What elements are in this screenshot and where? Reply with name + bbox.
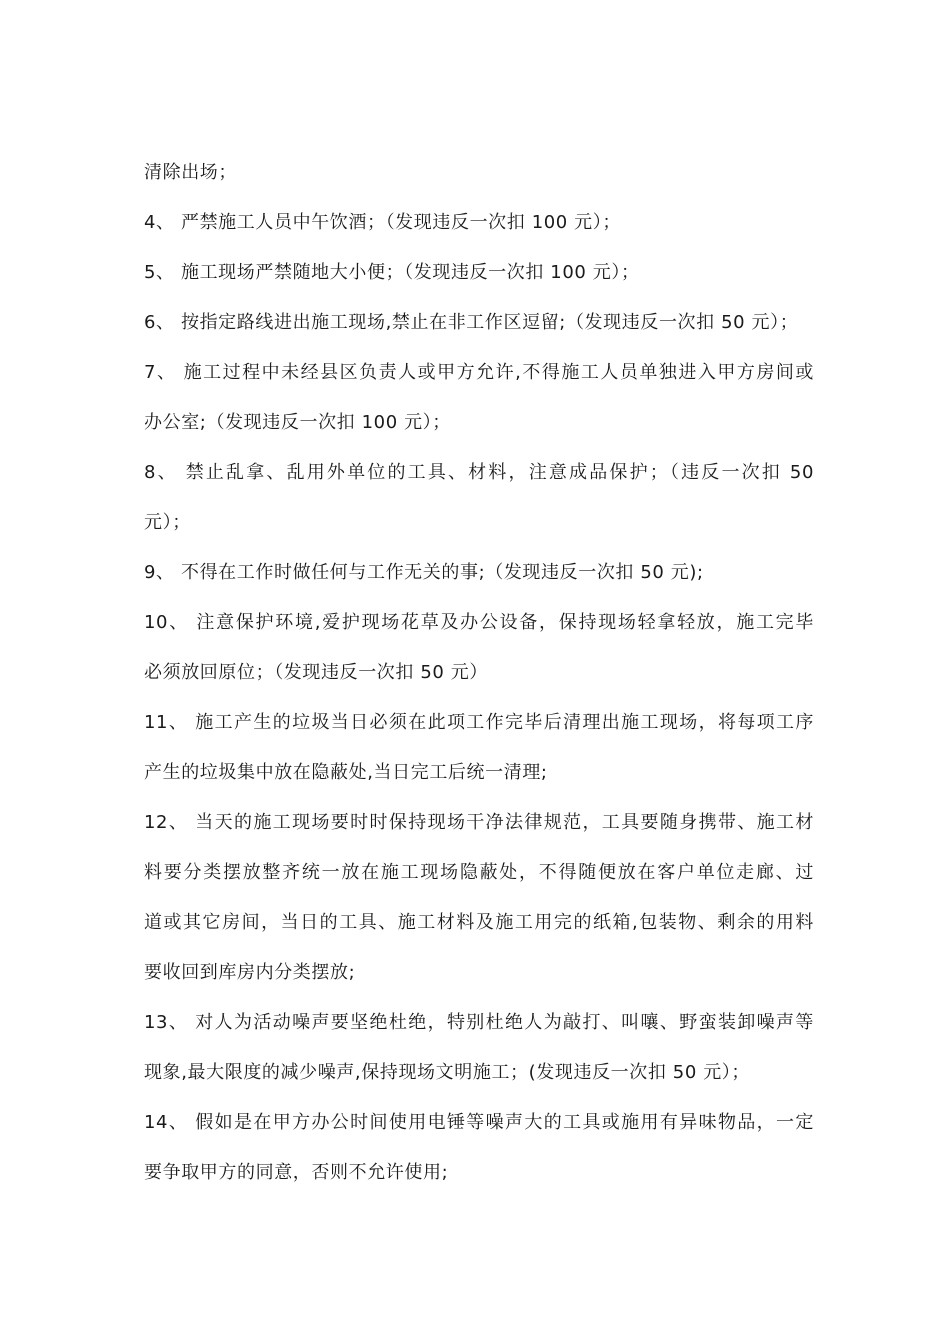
text-line: 必须放回原位；（发现违反一次扣 50 元） xyxy=(144,662,488,683)
text-line: 料要分类摆放整齐统一放在施工现场隐蔽处，不得随便放在客户单位走廊、过 xyxy=(144,862,814,883)
document-body xyxy=(144,148,814,1198)
text-line: 清除出场； xyxy=(144,162,237,183)
rule-item-6: 6、 按指定路线进出施工现场,禁止在非工作区逗留;（发现违反一次扣 50 元）； xyxy=(144,312,799,333)
rule-item-12: 12、 当天的施工现场要时时保持现场干净法律规范，工具要随身携带、施工材 xyxy=(144,812,814,833)
rule-item-8: 8、 禁止乱拿、乱用外单位的工具、材料，注意成品保护；（违反一次扣 50 xyxy=(144,462,814,483)
rule-item-13: 13、 对人为活动噪声要坚绝杜绝，特别杜绝人为敲打、叫嚷、野蛮装卸噪声等 xyxy=(144,1012,814,1033)
rule-item-14: 14、 假如是在甲方办公时间使用电锤等噪声大的工具或施用有异味物品，一定 xyxy=(144,1112,814,1133)
rule-item-9: 9、 不得在工作时做任何与工作无关的事;（发现违反一次扣 50 元); xyxy=(144,562,704,583)
text-line: 办公室;（发现违反一次扣 100 元）； xyxy=(144,412,451,433)
text-line: 要收回到库房内分类摆放; xyxy=(144,962,356,983)
text-line: 要争取甲方的同意，否则不允许使用; xyxy=(144,1162,449,1183)
text-line: 现象,最大限度的减少噪声,保持现场文明施工；(发现违反一次扣 50 元）； xyxy=(144,1062,751,1083)
rule-item-7: 7、 施工过程中未经县区负责人或甲方允许,不得施工人员单独进入甲方房间或 xyxy=(144,362,814,383)
rule-item-10: 10、 注意保护环境,爱护现场花草及办公设备，保持现场轻拿轻放，施工完毕 xyxy=(144,612,814,633)
text-line: 道或其它房间，当日的工具、施工材料及施工用完的纸箱,包装物、剩余的用料 xyxy=(144,912,814,933)
text-line: 元）； xyxy=(144,512,191,533)
rule-item-11: 11、 施工产生的垃圾当日必须在此项工作完毕后清理出施工现场，将每项工序 xyxy=(144,712,814,733)
text-line: 产生的垃圾集中放在隐蔽处,当日完工后统一清理; xyxy=(144,762,548,783)
rule-item-4: 4、 严禁施工人员中午饮酒；（发现违反一次扣 100 元）； xyxy=(144,212,621,233)
rule-item-5: 5、 施工现场严禁随地大小便；（发现违反一次扣 100 元）； xyxy=(144,262,640,283)
